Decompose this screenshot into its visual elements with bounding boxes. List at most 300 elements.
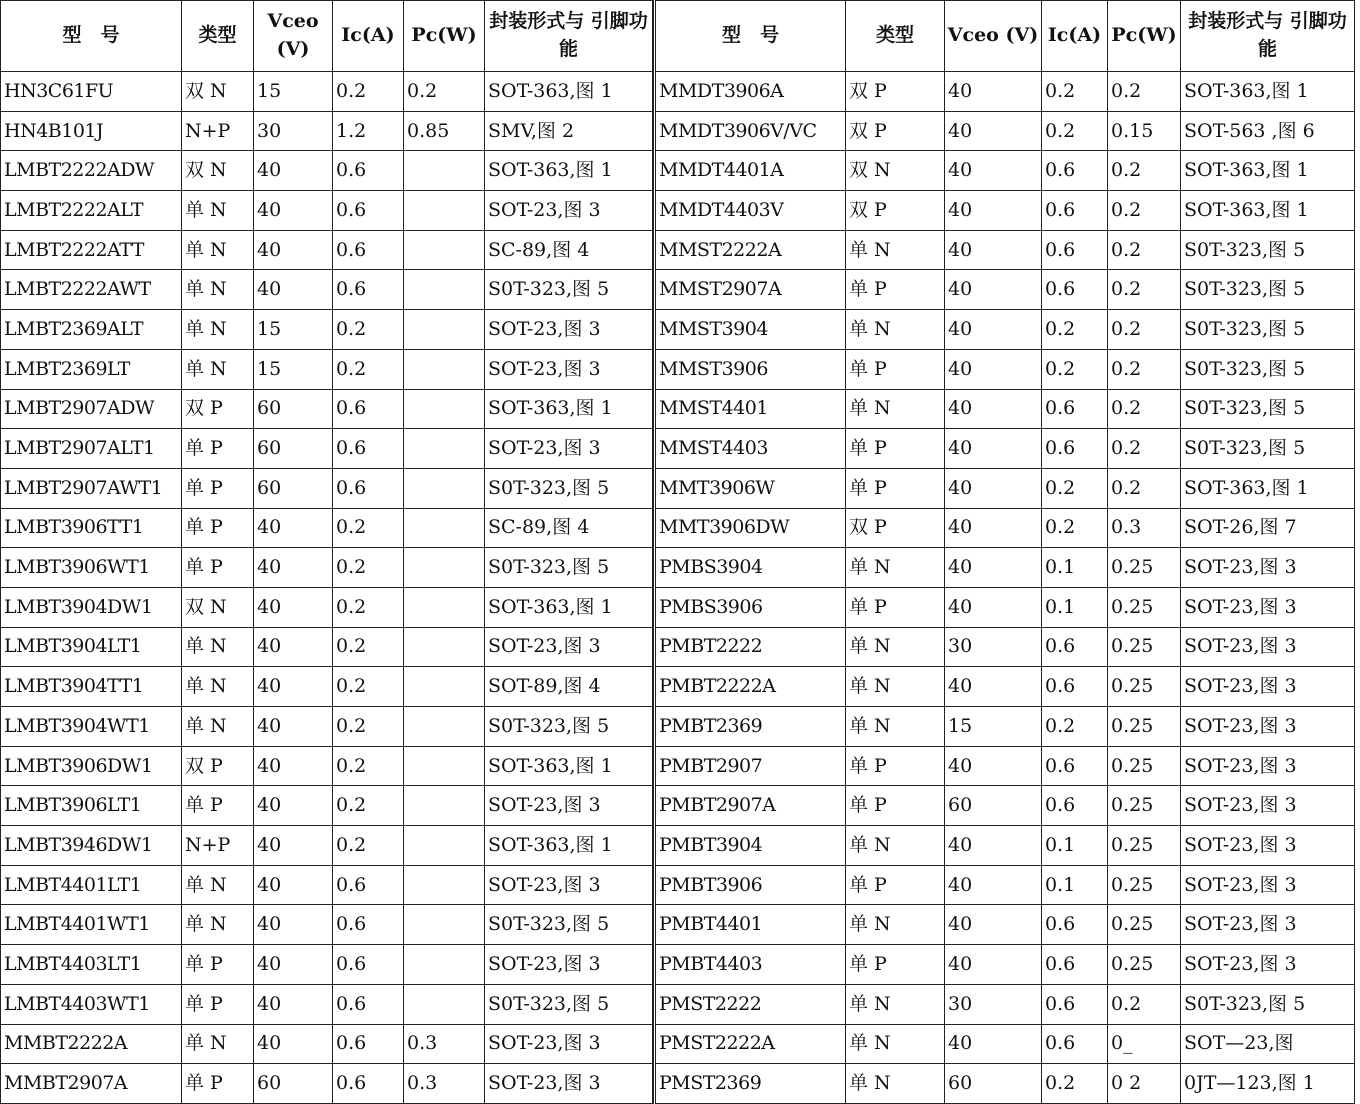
cell-model: PMBT2222 [655,627,846,667]
cell-package: SOT-363,图 1 [1181,151,1355,191]
cell-type: 单 N [182,627,254,667]
cell-type: 双 P [846,508,945,548]
cell-pc: 0.25 [1108,746,1181,786]
cell-pc [404,191,485,231]
cell-ic: 0.2 [333,786,404,826]
table-row [1,191,653,231]
cell-model: LMBT4403LT1 [1,945,182,985]
cell-pc: 0.3 [1108,508,1181,548]
header-vceo: Vceo (V) [945,1,1042,72]
table-row [655,984,1355,1024]
cell-type: 单 N [182,1024,254,1064]
cell-pc [404,746,485,786]
cell-vceo: 40 [945,389,1042,429]
cell-ic: 0.6 [333,984,404,1024]
cell-package: SOT-23,图 3 [1181,865,1355,905]
cell-model: MMBT2907A [1,1064,182,1104]
table-row [1,945,653,985]
cell-vceo: 40 [254,627,333,667]
cell-model: MMDT4401A [655,151,846,191]
table-row [1,72,653,112]
cell-model: LMBT2222ALT [1,191,182,231]
table-row [1,349,653,389]
cell-ic: 0.2 [333,707,404,747]
table-row [655,667,1355,707]
cell-ic: 0.6 [333,429,404,469]
cell-type: 单 P [182,945,254,985]
cell-vceo: 40 [254,548,333,588]
table-row [1,1064,653,1104]
table-row [655,865,1355,905]
cell-model: LMBT3904TT1 [1,667,182,707]
table-row [1,826,653,866]
cell-type: 单 P [182,468,254,508]
table-row [1,865,653,905]
cell-vceo: 40 [945,429,1042,469]
cell-type: 单 P [182,1064,254,1104]
header-row [655,1,1355,72]
cell-ic: 0.2 [1042,508,1108,548]
cell-pc: 0.25 [1108,945,1181,985]
cell-package: S0T-323,图 5 [1181,389,1355,429]
cell-model: MMST2907A [655,270,846,310]
cell-ic: 0.2 [333,627,404,667]
cell-model: LMBT2369LT [1,349,182,389]
table-row [1,429,653,469]
cell-ic: 0.6 [1042,230,1108,270]
header-ic: Ic(A) [333,1,404,72]
cell-model: LMBT3906WT1 [1,548,182,588]
cell-ic: 0.6 [1042,786,1108,826]
cell-pc: 0.2 [1108,72,1181,112]
cell-package: 0JT—123,图 1 [1181,1064,1355,1104]
cell-ic: 0.6 [1042,270,1108,310]
cell-pc [404,786,485,826]
cell-pc [404,627,485,667]
cell-ic: 0.2 [1042,468,1108,508]
cell-pc [404,865,485,905]
cell-package: SOT-23,图 3 [485,349,653,389]
cell-pc: 0.2 [1108,270,1181,310]
cell-vceo: 40 [254,945,333,985]
cell-pc: 0.25 [1108,627,1181,667]
cell-package: SOT-23,图 3 [1181,587,1355,627]
cell-package: SOT-23,图 3 [1181,746,1355,786]
cell-type: 单 P [846,468,945,508]
cell-package: SMV,图 2 [485,111,653,151]
cell-ic: 0.6 [1042,389,1108,429]
cell-ic: 0.6 [1042,151,1108,191]
cell-type: 双 N [182,587,254,627]
cell-type: 双 P [846,191,945,231]
cell-package: SOT-23,图 3 [1181,627,1355,667]
cell-model: HN3C61FU [1,72,182,112]
cell-vceo: 60 [945,786,1042,826]
transistor-table-right [653,0,1355,1104]
cell-vceo: 30 [254,111,333,151]
cell-package: SOT-363,图 1 [485,826,653,866]
cell-pc: 0.25 [1108,707,1181,747]
cell-ic: 0.6 [333,389,404,429]
cell-vceo: 40 [945,548,1042,588]
cell-package: SOT-23,图 3 [1181,786,1355,826]
cell-vceo: 40 [254,151,333,191]
cell-vceo: 15 [254,310,333,350]
cell-package: S0T-323,图 5 [485,984,653,1024]
cell-package: SOT-363,图 1 [485,72,653,112]
cell-package: SOT-23,图 3 [485,786,653,826]
cell-model: MMST4401 [655,389,846,429]
cell-model: LMBT2369ALT [1,310,182,350]
cell-package: SOT-363,图 1 [485,389,653,429]
cell-package: S0T-323,图 5 [485,905,653,945]
cell-type: 单 N [182,865,254,905]
cell-ic: 0.2 [333,587,404,627]
table-row [1,667,653,707]
table-row [1,905,653,945]
cell-type: 单 N [846,627,945,667]
cell-vceo: 15 [254,349,333,389]
cell-pc: 0.25 [1108,786,1181,826]
cell-pc [404,468,485,508]
cell-package: SOT-23,图 3 [1181,667,1355,707]
cell-package: SOT-363,图 1 [1181,191,1355,231]
cell-type: N+P [182,111,254,151]
cell-vceo: 15 [945,707,1042,747]
table-row [655,1024,1355,1064]
cell-ic: 0.6 [1042,945,1108,985]
cell-ic: 0.6 [1042,905,1108,945]
cell-pc: 0.25 [1108,826,1181,866]
cell-type: 单 P [846,270,945,310]
cell-package: SOT-23,图 3 [1181,905,1355,945]
cell-pc: 0.15 [1108,111,1181,151]
cell-package: SOT-23,图 3 [1181,548,1355,588]
cell-ic: 0.1 [1042,587,1108,627]
table-row [655,1064,1355,1104]
cell-package: SOT-23,图 3 [485,865,653,905]
cell-vceo: 40 [945,1024,1042,1064]
cell-type: 双 N [846,151,945,191]
cell-model: LMBT3904LT1 [1,627,182,667]
cell-ic: 0.6 [333,191,404,231]
cell-model: LMBT2907ALT1 [1,429,182,469]
cell-package: SOT-23,图 3 [1181,707,1355,747]
table-row [655,151,1355,191]
cell-package: S0T-323,图 5 [485,270,653,310]
cell-vceo: 40 [945,587,1042,627]
cell-type: 单 P [182,429,254,469]
cell-ic: 0.6 [333,905,404,945]
cell-vceo: 60 [254,1064,333,1104]
cell-ic: 0.6 [1042,1024,1108,1064]
cell-package: SOT-363,图 1 [485,746,653,786]
table-row [655,548,1355,588]
header-type: 类型 [182,1,254,72]
cell-pc [404,310,485,350]
cell-model: MMST4403 [655,429,846,469]
cell-type: 双 P [182,389,254,429]
cell-pc: 0.2 [1108,191,1181,231]
table-row [1,389,653,429]
header-type: 类型 [846,1,945,72]
table-row [1,508,653,548]
cell-type: 单 N [846,1024,945,1064]
table-row [655,389,1355,429]
header-vceo: Vceo (V) [254,1,333,72]
table-row [655,429,1355,469]
table-row [655,707,1355,747]
cell-model: LMBT3904DW1 [1,587,182,627]
cell-package: SOT-563 ,图 6 [1181,111,1355,151]
table-row [655,905,1355,945]
cell-ic: 0.6 [333,1064,404,1104]
cell-vceo: 40 [254,270,333,310]
cell-type: 双 P [846,111,945,151]
cell-vceo: 40 [254,1024,333,1064]
cell-type: 单 P [846,786,945,826]
table-row [655,270,1355,310]
cell-ic: 0.2 [333,667,404,707]
cell-vceo: 40 [254,826,333,866]
cell-vceo: 40 [254,905,333,945]
table-row [1,310,653,350]
cell-ic: 0.6 [1042,191,1108,231]
cell-model: PMBS3904 [655,548,846,588]
table-row [655,786,1355,826]
cell-package: SOT-23,图 3 [485,310,653,350]
cell-pc: 0.2 [1108,230,1181,270]
cell-type: 单 N [846,707,945,747]
cell-pc: 0_ [1108,1024,1181,1064]
cell-vceo: 40 [254,508,333,548]
table-row [655,310,1355,350]
cell-package: S0T-323,图 5 [485,468,653,508]
cell-package: S0T-323,图 5 [485,548,653,588]
cell-vceo: 40 [945,508,1042,548]
header-row [1,1,653,72]
table-row [1,587,653,627]
cell-type: 双 P [182,746,254,786]
cell-ic: 1.2 [333,111,404,151]
cell-type: 单 N [182,191,254,231]
cell-package: SOT—23,图 [1181,1024,1355,1064]
cell-model: LMBT4401LT1 [1,865,182,905]
cell-ic: 0.6 [333,230,404,270]
cell-pc [404,905,485,945]
cell-package: S0T-323,图 5 [1181,984,1355,1024]
cell-pc [404,151,485,191]
cell-vceo: 40 [945,826,1042,866]
cell-pc [404,945,485,985]
cell-type: 单 N [182,310,254,350]
cell-ic: 0.2 [333,746,404,786]
table-row [655,746,1355,786]
cell-type: 单 P [182,984,254,1024]
cell-pc [404,984,485,1024]
cell-ic: 0.6 [333,151,404,191]
cell-model: LMBT2907ADW [1,389,182,429]
cell-vceo: 40 [945,945,1042,985]
cell-model: PMBT4403 [655,945,846,985]
cell-vceo: 40 [254,191,333,231]
table-row [655,111,1355,151]
cell-model: MMST3906 [655,349,846,389]
cell-pc: 0.2 [1108,429,1181,469]
cell-vceo: 40 [945,230,1042,270]
cell-pc: 0.3 [404,1024,485,1064]
cell-vceo: 40 [254,984,333,1024]
cell-ic: 0.2 [1042,72,1108,112]
cell-model: MMBT2222A [1,1024,182,1064]
cell-ic: 0.6 [333,1024,404,1064]
cell-vceo: 40 [945,310,1042,350]
cell-model: MMT3906DW [655,508,846,548]
cell-model: LMBT3906TT1 [1,508,182,548]
cell-vceo: 40 [254,707,333,747]
cell-package: SC-89,图 4 [485,508,653,548]
cell-model: LMBT3904WT1 [1,707,182,747]
cell-ic: 0.2 [1042,111,1108,151]
cell-pc: 0.85 [404,111,485,151]
cell-package: SOT-23,图 3 [485,945,653,985]
cell-type: 单 P [846,587,945,627]
table-row [655,468,1355,508]
cell-type: 单 P [182,508,254,548]
cell-type: 单 N [846,667,945,707]
cell-ic: 0.6 [1042,984,1108,1024]
cell-pc: 0.25 [1108,905,1181,945]
cell-type: 单 N [846,826,945,866]
cell-ic: 0.2 [333,508,404,548]
table-row [1,786,653,826]
cell-vceo: 40 [945,746,1042,786]
cell-model: PMST2222A [655,1024,846,1064]
cell-pc: 0.25 [1108,548,1181,588]
cell-vceo: 30 [945,627,1042,667]
cell-package: S0T-323,图 5 [1181,230,1355,270]
cell-vceo: 40 [254,667,333,707]
cell-type: 单 P [182,786,254,826]
cell-vceo: 40 [254,865,333,905]
cell-type: 单 P [846,349,945,389]
cell-vceo: 40 [945,865,1042,905]
cell-ic: 0.1 [1042,548,1108,588]
cell-vceo: 30 [945,984,1042,1024]
cell-vceo: 15 [254,72,333,112]
cell-model: MMST3904 [655,310,846,350]
table-row [655,826,1355,866]
cell-ic: 0.2 [333,548,404,588]
header-package: 封装形式与 引脚功能 [485,1,653,72]
table-row [655,349,1355,389]
cell-model: PMBT2369 [655,707,846,747]
cell-pc [404,707,485,747]
table-row [655,230,1355,270]
cell-type: 双 N [182,151,254,191]
header-model: 型 号 [1,1,182,72]
cell-ic: 0.2 [1042,1064,1108,1104]
cell-model: MMT3906W [655,468,846,508]
cell-vceo: 40 [254,230,333,270]
cell-model: LMBT4403WT1 [1,984,182,1024]
cell-package: SOT-363,图 1 [485,587,653,627]
table-row [655,627,1355,667]
cell-vceo: 60 [254,468,333,508]
table-row [655,72,1355,112]
cell-package: SOT-363,图 1 [485,151,653,191]
cell-package: SOT-23,图 3 [1181,826,1355,866]
cell-ic: 0.6 [1042,429,1108,469]
cell-pc: 0 2 [1108,1064,1181,1104]
cell-package: SC-89,图 4 [485,230,653,270]
cell-vceo: 60 [254,389,333,429]
cell-model: MMDT3906V/VC [655,111,846,151]
cell-model: LMBT3946DW1 [1,826,182,866]
cell-type: 单 N [846,310,945,350]
table-row [1,270,653,310]
cell-vceo: 60 [254,429,333,469]
cell-pc: 0.25 [1108,667,1181,707]
table-row [1,548,653,588]
header-pc: Pc(W) [404,1,485,72]
header-ic: Ic(A) [1042,1,1108,72]
cell-model: MMST2222A [655,230,846,270]
cell-model: LMBT4401WT1 [1,905,182,945]
cell-ic: 0.6 [1042,627,1108,667]
header-model: 型 号 [655,1,846,72]
cell-package: SOT-89,图 4 [485,667,653,707]
table-row [655,587,1355,627]
cell-package: SOT-23,图 3 [485,1024,653,1064]
cell-model: PMBT2907 [655,746,846,786]
cell-package: SOT-23,图 3 [485,627,653,667]
cell-pc [404,230,485,270]
cell-pc [404,508,485,548]
cell-pc: 0.2 [1108,468,1181,508]
cell-pc [404,429,485,469]
cell-pc: 0.25 [1108,865,1181,905]
cell-vceo: 60 [945,1064,1042,1104]
cell-pc [404,270,485,310]
cell-type: 单 N [182,667,254,707]
table-row [1,111,653,151]
cell-package: SOT-23,图 3 [485,191,653,231]
table-row [1,984,653,1024]
cell-vceo: 40 [945,270,1042,310]
cell-type: 单 N [182,230,254,270]
cell-model: PMST2369 [655,1064,846,1104]
cell-vceo: 40 [945,905,1042,945]
cell-ic: 0.2 [333,349,404,389]
cell-package: SOT-23,图 3 [485,1064,653,1104]
cell-vceo: 40 [945,72,1042,112]
cell-pc: 0.2 [1108,389,1181,429]
cell-model: LMBT2222AWT [1,270,182,310]
cell-type: 单 N [846,389,945,429]
cell-vceo: 40 [945,468,1042,508]
cell-pc: 0.2 [1108,349,1181,389]
cell-ic: 0.6 [333,270,404,310]
cell-vceo: 40 [945,111,1042,151]
cell-type: 单 N [182,905,254,945]
cell-vceo: 40 [254,786,333,826]
cell-pc: 0.2 [1108,984,1181,1024]
cell-pc [404,587,485,627]
cell-pc: 0.2 [1108,151,1181,191]
cell-type: 单 P [846,429,945,469]
cell-ic: 0.1 [1042,826,1108,866]
